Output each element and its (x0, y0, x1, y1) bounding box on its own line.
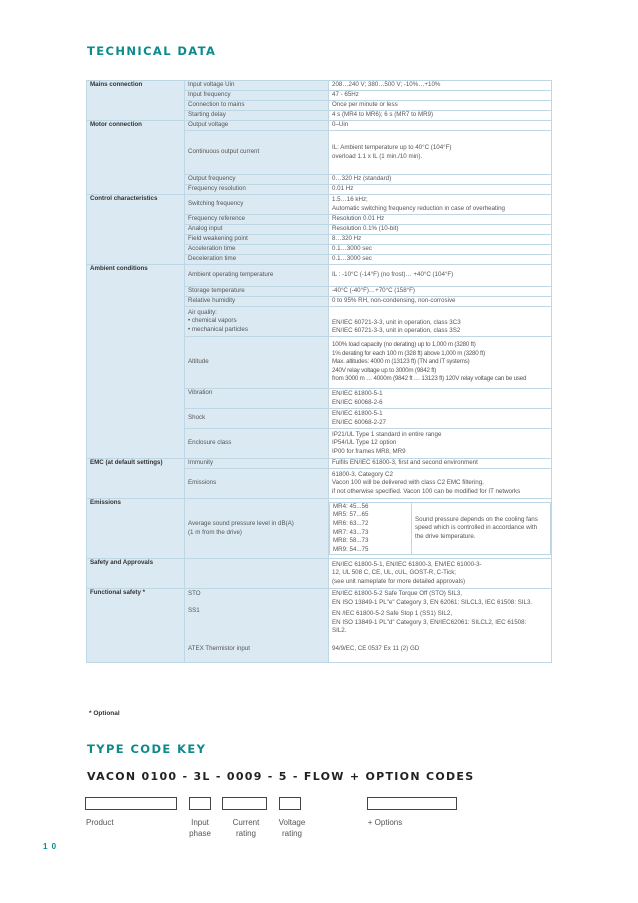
param-value (329, 337, 552, 389)
product-box (85, 797, 177, 810)
value-line: 94/9/EC, CE 0537 Ex 11 (2) GD (332, 645, 420, 652)
sound-level-subtable (329, 502, 551, 556)
voltage-rating-label (270, 817, 314, 839)
voltage-rating-box (279, 797, 301, 810)
param-label (185, 499, 329, 559)
input-phase-label (180, 817, 220, 839)
value-line: EN ISO 13849-1 PL"d" Category 3, EN/IEC62061: SILCL2, IEC 61508: (332, 618, 527, 626)
table-row (87, 559, 552, 589)
param-value: 208…240 V; 380…500 V; -10%…+10% (329, 81, 552, 91)
value-line: MR4: 45...56 (333, 502, 369, 510)
value-line: the drive temperature. (415, 532, 476, 540)
label-line: Air quality: (188, 308, 217, 316)
options-box (367, 797, 457, 810)
product-label: Product (86, 818, 114, 827)
param-value: Fulfils EN/IEC 61800-3, first and second environment (329, 459, 552, 469)
footnote-optional: * Optional (89, 710, 120, 717)
value-line: EN/IEC 61800-5-2 Safe Torque Off (STO) SIL3, (332, 590, 463, 597)
value-line: MR9: 54...75 (333, 545, 369, 553)
current-rating-label (224, 817, 268, 839)
param-label: Acceleration time (185, 245, 329, 255)
param-value: 0.01 Hz (329, 185, 552, 195)
param-value (329, 429, 552, 459)
category-emissions: Emissions (87, 499, 185, 559)
param-value: 0.1…3000 sec (329, 245, 552, 255)
category-functional-safety: Functional safety * (87, 589, 185, 663)
param-label: Altitude (185, 337, 329, 389)
label-line: rating (281, 829, 302, 838)
param-label (185, 559, 329, 589)
value-line: if not otherwise specified. Vacon 100 can be modified for IT networks (332, 487, 521, 495)
label-line: rating (235, 829, 256, 838)
param-value: IL : -10°C (-14°F) (no frost)… +40°C (104°F) (329, 265, 552, 287)
param-label: Connection to mains (185, 101, 329, 111)
param-value (329, 195, 552, 215)
param-label (185, 589, 329, 663)
value-line: Vacon 100 will be delivered with class C2 EMC filtering, (332, 479, 484, 487)
value-line: SIL2. (332, 627, 347, 635)
param-label: Relative humidity (185, 297, 329, 307)
label-line: Input (191, 818, 209, 827)
label-line: phase (189, 829, 211, 838)
param-label: Analog input (185, 225, 329, 235)
category-control: Control characteristics (87, 195, 185, 265)
value-line: MR6: 63...72 (333, 519, 369, 527)
param-label: Frequency resolution (185, 185, 329, 195)
value-line: EN/IEC 61800-5-1 (332, 409, 383, 417)
param-value (329, 499, 552, 559)
param-value (329, 559, 552, 589)
options-label: + Options (367, 818, 403, 827)
category-mains: Mains connection (87, 81, 185, 121)
table-row (87, 81, 552, 91)
table-row (87, 499, 552, 559)
value-line: MR8: 58...73 (333, 537, 369, 545)
param-label: Switching frequency (185, 195, 329, 215)
param-label: Input voltage Uin (185, 81, 329, 91)
param-value: Resolution 0.01 Hz (329, 215, 552, 225)
param-value (329, 589, 552, 663)
value-line: overload 1.1 x IL (1 min./10 min). (332, 152, 423, 160)
param-value: 0…320 Hz (standard) (329, 175, 552, 185)
value-line: 240V relay voltage up to 3000m (9842 ft) (332, 366, 437, 374)
param-value (329, 469, 552, 499)
param-label: Output voltage (185, 121, 329, 131)
label-line: STO (188, 590, 201, 597)
label-line: (1 m from the drive) (188, 528, 242, 536)
param-value: 0.1…3000 sec (329, 255, 552, 265)
category-safety: Safety and Approvals (87, 559, 185, 589)
param-value: 47 - 65Hz (329, 91, 552, 101)
label-line: • mechanical particles (188, 325, 248, 333)
category-emc: EMC (at default settings) (87, 459, 185, 499)
value-line: IP21/UL Type 1 standard in entire range (332, 430, 442, 438)
param-label: Shock (185, 409, 329, 429)
type-code-heading: TYPE CODE KEY (87, 742, 207, 756)
label-line: Voltage (278, 818, 306, 827)
page-title: TECHNICAL DATA (87, 44, 217, 58)
label-line: SS1 (188, 607, 200, 614)
value-line: IP00 for frames MR8, MR9 (332, 447, 406, 455)
value-line: Sound pressure depends on the cooling fans (415, 515, 538, 523)
param-label: Frequency reference (185, 215, 329, 225)
table-row (87, 589, 552, 663)
param-label: Input frequency (185, 91, 329, 101)
param-value: 0–Uin (329, 121, 552, 131)
type-code-string: VACON 0100 - 3L - 0009 - 5 - FLOW + OPTION CODES (87, 770, 475, 783)
param-value (329, 131, 552, 175)
value-line: EN/IEC 61800-5-1, EN/IEC 61800-3, EN/IEC 61000-3- (332, 560, 482, 568)
param-value: 8…320 Hz (329, 235, 552, 245)
param-label: Immunity (185, 459, 329, 469)
value-line: IP54/UL Type 12 option (332, 439, 397, 447)
value-line: EN /IEC 61800-5-2 Safe Stop 1 (SS1) SIL2, (332, 610, 453, 617)
value-line: EN ISO 13849-1 PL"e" Category 3, EN 62061: SILCL3, IEC 61508: SIL3. (332, 598, 533, 606)
input-phase-box (189, 797, 211, 810)
value-line: MR7: 43...73 (333, 528, 369, 536)
param-label: Field weakening point (185, 235, 329, 245)
sound-note (412, 502, 551, 555)
label-line: Average sound pressure level in dB(A) (188, 519, 294, 527)
current-rating-box (222, 797, 267, 810)
table-row (87, 459, 552, 469)
value-line: 1% derating for each 100 m (328 ft) above 1,000 m (3280 ft) (332, 349, 485, 357)
param-value: 4 s (MR4 to MR6); 6 s (MR7 to MR9) (329, 111, 552, 121)
value-line: speed which is controlled in accordance with (415, 524, 538, 532)
param-value: 0 to 95% RH, non-condensing, non-corrosive (329, 297, 552, 307)
value-line: EN/IEC 60068-2-27 (332, 418, 386, 426)
label-line: Current (232, 818, 260, 827)
category-motor: Motor connection (87, 121, 185, 195)
param-label (185, 307, 329, 337)
value-line: EN/IEC 60721-3-3, unit in operation, class 3C3 (332, 318, 461, 326)
frame-sound-levels (330, 502, 412, 555)
value-line: EN/IEC 60721-3-3, unit in operation, class 3S2 (332, 327, 461, 335)
page-number: 1 0 (43, 842, 58, 851)
value-line: 100% load capacity (no derating) up to 1,000 m (3280 ft) (332, 341, 476, 349)
param-label: Vibration (185, 389, 329, 409)
param-label: Deceleration time (185, 255, 329, 265)
param-label: Output frequency (185, 175, 329, 185)
value-line: MR5: 57...65 (333, 511, 369, 519)
value-line: Automatic switching frequency reduction in case of overheating (332, 204, 506, 212)
category-ambient: Ambient conditions (87, 265, 185, 459)
param-label: Continuous output current (185, 131, 329, 175)
param-label: Storage temperature (185, 287, 329, 297)
label-line: • chemical vapors (188, 317, 237, 325)
param-value (329, 409, 552, 429)
label-line: ATEX Thermistor input (188, 645, 251, 652)
value-line: Max. altitudes: 4000 m (13123 ft) (TN and IT systems) (332, 358, 470, 366)
param-value: -40°C (-40°F)…+70°C (158°F) (329, 287, 552, 297)
param-label: Ambient operating temperature (185, 265, 329, 287)
value-line: EN/IEC 60068-2-6 (332, 398, 383, 406)
value-line: 1.5…16 kHz; (332, 195, 368, 203)
table-row (87, 195, 552, 215)
value-line: from 3000 m … 4000m (9842 ft … 13123 ft) 120V relay voltage can be used (332, 375, 527, 383)
table-row (87, 121, 552, 131)
value-line: IL: Ambient temperature up to 40°C (104°F) (332, 143, 452, 151)
param-value: Once per minute or less (329, 101, 552, 111)
param-value (329, 307, 552, 337)
param-label: Starting delay (185, 111, 329, 121)
param-label: Enclosure class (185, 429, 329, 459)
table-row (87, 265, 552, 287)
technical-data-table (86, 80, 552, 663)
value-line: EN/IEC 61800-5-1 (332, 389, 383, 397)
value-line: 61800-3, Category C2 (332, 470, 393, 478)
value-line: (see unit nameplate for more detailed approvals) (332, 577, 466, 585)
value-line: 12, UL 508 C, CE, UL, cUL, GOST-R, C-Tick; (332, 569, 457, 577)
param-value (329, 389, 552, 409)
param-value: Resolution 0.1% (10-bit) (329, 225, 552, 235)
param-label: Emissions (185, 469, 329, 499)
